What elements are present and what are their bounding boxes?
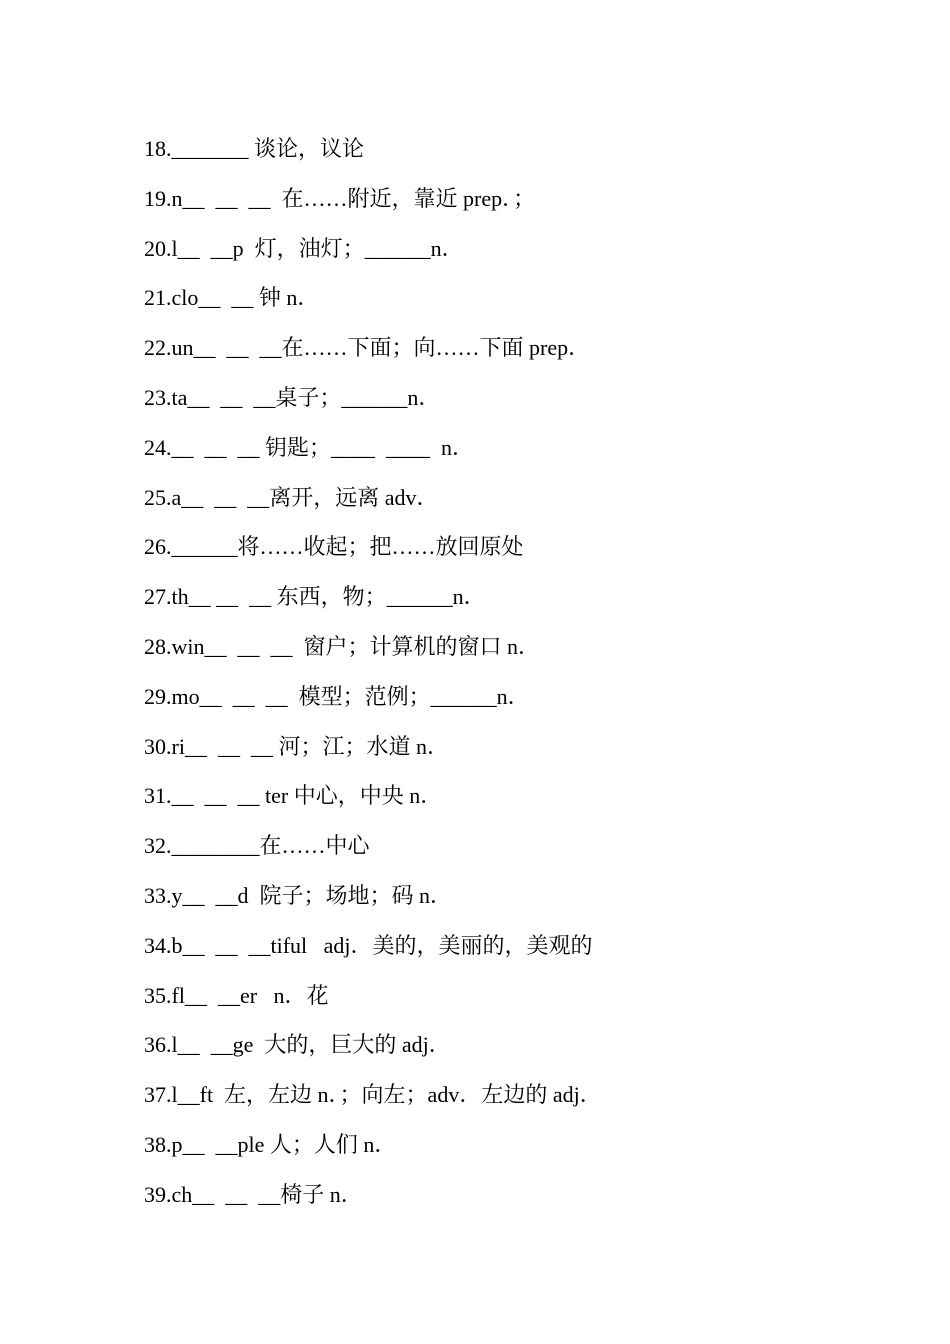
vocab-item-30: 30.ri__ __ __ 河；江；水道 n．: [144, 733, 449, 759]
vocab-item-27: 27.th__ __ __ 东西，物；______n．: [144, 584, 486, 610]
vocab-item-19: 19.n__ __ __ 在……附近，靠近 prep．；: [144, 185, 536, 211]
vocab-item-21: 21.clo__ __ 钟 n．: [144, 285, 320, 311]
vocab-item-37: 37.l__ft 左，左边 n．；向左；adv．左边的 adj．: [144, 1082, 602, 1108]
vocab-item-23: 23.ta__ __ __桌子；______n．: [144, 384, 441, 410]
vocab-item-20: 20.l__ __p 灯，油灯；______n．: [144, 235, 464, 261]
vocab-item-18: 18._______ 谈论，议论: [144, 136, 365, 161]
vocab-item-38: 38.p__ __ple 人；人们 n．: [144, 1131, 397, 1157]
vocab-item-22: 22.un__ __ __在……下面；向……下面 prep．: [144, 335, 591, 361]
vocab-item-36: 36.l__ __ge 大的，巨大的 adj．: [144, 1032, 451, 1058]
vocab-item-39: 39.ch__ __ __椅子 n．: [144, 1181, 363, 1207]
vocab-item-25: 25.a__ __ __离开，远离 adv．: [144, 484, 439, 510]
vocab-item-34: 34.b__ __ __tiful adj．美的，美丽的，美观的: [144, 932, 593, 958]
vocab-item-29: 29.mo__ __ __ 模型；范例；______n．: [144, 683, 530, 709]
vocab-item-32: 32.________在……中心: [144, 833, 370, 859]
vocab-item-26: 26.______将……收起；把……放回原处: [144, 534, 524, 560]
vocab-item-28: 28.win__ __ __ 窗户；计算机的窗口 n．: [144, 633, 541, 659]
vocab-item-35: 35.fl__ __er n．花: [144, 982, 329, 1008]
vocab-item-31: 31.__ __ __ ter 中心，中央 n．: [144, 783, 443, 809]
vocab-item-33: 33.y__ __d 院子；场地；码 n．: [144, 882, 453, 908]
vocabulary-list: [144, 131, 864, 1227]
vocab-item-24: 24.__ __ __ 钥匙；____ ____ n．: [144, 434, 475, 460]
